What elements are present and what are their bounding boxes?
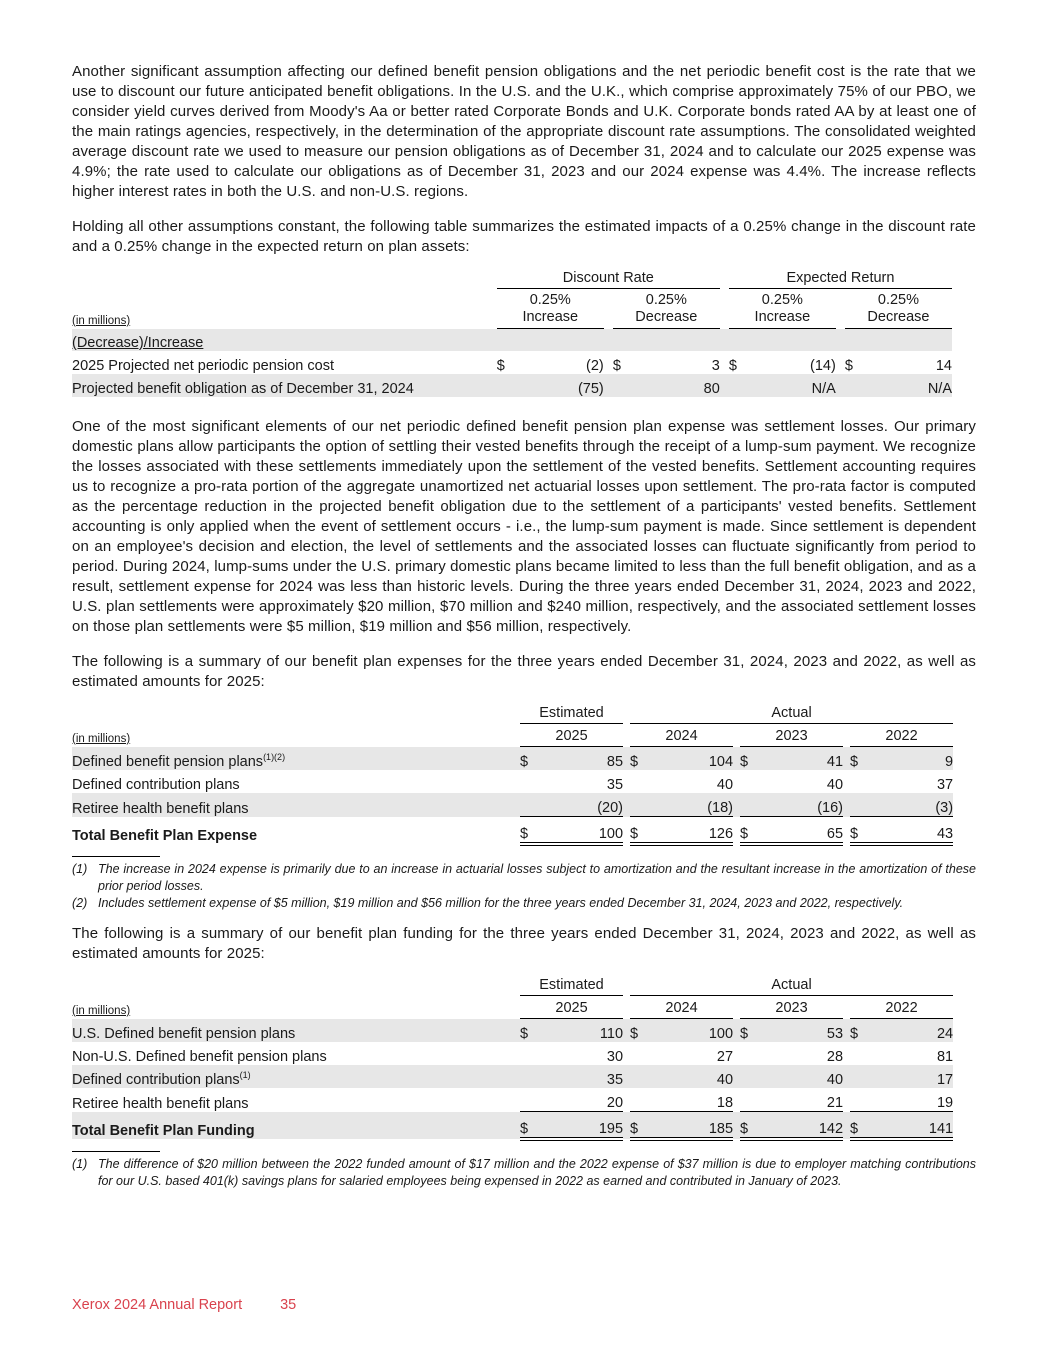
currency-symbol: $ (850, 747, 868, 771)
in-millions-label: (in millions) (72, 732, 131, 745)
in-millions-label: (in millions) (72, 314, 131, 327)
table-total-row (72, 1112, 953, 1140)
total-value: 126 (648, 817, 733, 845)
currency-symbol: $ (630, 1019, 648, 1043)
currency-symbol: $ (740, 747, 758, 771)
row-label: 2025 Projected net periodic pension cost (72, 358, 334, 374)
sensitivity-table (72, 266, 952, 397)
cell-value: (2) (586, 358, 604, 374)
group-header-estimated: Estimated (520, 701, 623, 724)
cell-value: 40 (826, 777, 844, 793)
cell-value: (20) (538, 793, 623, 817)
year-header: 2025 (520, 996, 623, 1019)
footnote-separator (72, 1151, 160, 1152)
total-value: 65 (758, 817, 843, 845)
paragraph-settlement-losses: One of the most significant elements of our net periodic defined benefit pension plan expense was settlement losses. Our primary domestic plans allow participants the option of settling their vested benefits through the receipt of a lump-sum payment. We recognize the losses associated with these settlements immediately upon the settlement of the vested benefits. Settlement accounting requires us to recognize a pro-rata portion of the aggregate unamortized net actuarial losses upon settlement. The pro-rata factor is computed as the percentage reduction in the projected benefit obligation due to the settlement of a participants' vested benefits. Settlement accounting is only applied when the event of settlement occurs - i.e., the lump-sum payment is made. Since settlement is dependent on an employee's decision and election, the level of settlements and the associated losses can fluctuate significantly from period to period. During 2024, lump-sums under the U.S. primary domestic plans became limited to less than the full benefit obligation, and as a result, settlement expense for 2024 was less than historic levels. During the three years ended December 31, 2024, 2023 and 2022, U.S. plan settlements were approximately $20 million, $70 million and $240 million, respectively, and the associated settlement losses on those plan settlements were $5 million, $19 million and $56 million, respectively. (72, 418, 976, 635)
currency-symbol: $ (850, 1112, 868, 1140)
group-header-expected-return: Expected Return (729, 266, 952, 289)
cell-value: 30 (606, 1049, 624, 1065)
benefit-plan-expense-table (72, 701, 953, 846)
cell-value: 40 (648, 1065, 733, 1088)
cell-value: 35 (538, 1065, 623, 1088)
currency-symbol: $ (740, 1112, 758, 1140)
currency-symbol: $ (850, 817, 868, 845)
row-label: Defined benefit pension plans$^{(1)(2)}$ (72, 747, 520, 771)
page-number: 35 (280, 1297, 297, 1313)
footnote-reference: (1) (239, 1070, 251, 1081)
currency-symbol: $ (844, 358, 853, 374)
currency-symbol: $ (520, 747, 538, 771)
in-millions-label: (in millions) (72, 1004, 131, 1017)
year-header: 2022 (850, 996, 953, 1019)
currency-symbol: $ (520, 1112, 538, 1140)
group-header-estimated: Estimated (520, 973, 623, 996)
cell-value: 19 (936, 1095, 954, 1111)
total-label: Total Benefit Plan Funding (72, 1112, 520, 1140)
cell-value: 37 (936, 777, 954, 793)
currency-symbol: $ (728, 358, 737, 374)
currency-symbol: $ (850, 1019, 868, 1043)
table-row (72, 1019, 953, 1043)
cell-value: (3) (868, 793, 953, 817)
currency-symbol: $ (740, 1019, 758, 1043)
year-header: 2024 (630, 724, 733, 747)
paragraph-sensitivity-intro: Holding all other assumptions constant, the following table summarizes the estimated impacts of a 0.25% change in the discount rate and a 0.25% change in the expected return on plan assets: (72, 218, 976, 255)
footnote-marker: (1) (72, 862, 88, 876)
paragraph-discount-rate: Another significant assumption affecting our defined benefit pension obligations and the net periodic benefit cost is the rate that we use to discount our future anticipated benefit obligations. In the U.S. and the U.K., which comprise approximately 75% of our PBO, we consider yield curves derived from Moody's Aa or better rated Corporate Bonds and U.K. Corporate bonds rated AA by at least one of the main ratings agencies, respectively, in the determination of the appropriate discount rate assumptions. The consolidated weighted average discount rate we used to measure our pension obligations as of December 31, 2024 and to calculate our 2025 expense was 4.9%; the rate used to calculate our obligations as of December 31, 2023 and our 2024 expense was 4.4%. The increase reflects higher interest rates in both the U.S. and non-U.S. regions. (72, 63, 976, 200)
cell-value: 85 (538, 747, 623, 771)
cell-value: 18 (716, 1095, 734, 1111)
paragraph-expense-intro: The following is a summary of our benefit plan expenses for the three years ended December 31, 2024, 2023 and 2022, as well as estimated amounts for 2025: (72, 653, 976, 690)
table-row (72, 1065, 953, 1088)
cell-value: (14) (810, 358, 836, 374)
cell-value: 53 (758, 1019, 843, 1043)
table-section-row (72, 329, 952, 352)
table-row (72, 1088, 953, 1112)
cell-value: 40 (716, 777, 734, 793)
cell-value: 110 (538, 1019, 623, 1043)
footnote-text: The increase in 2024 expense is primarily due to an increase in actuarial losses subject to amortization and the resultant increase in the amortization of these prior period losses. (98, 862, 976, 893)
year-header: 2023 (740, 724, 843, 747)
cell-value: (16) (758, 793, 843, 817)
year-header: 2023 (740, 996, 843, 1019)
year-header: 2025 (520, 724, 623, 747)
table-row (72, 351, 952, 374)
cell-value: 27 (716, 1049, 734, 1065)
total-value: 195 (538, 1112, 623, 1140)
table-group-header-row (72, 266, 952, 289)
footnote-marker: (2) (72, 896, 88, 910)
footnote-marker: (1) (72, 1157, 88, 1171)
cell-value: 24 (868, 1019, 953, 1043)
row-label: Defined contribution plans (72, 777, 240, 793)
year-header: 2022 (850, 724, 953, 747)
currency-symbol: $ (740, 817, 758, 845)
row-label: Projected benefit obligation as of December 31, 2024 (72, 374, 497, 397)
group-header-actual: Actual (630, 701, 953, 724)
table-row (72, 747, 953, 771)
benefit-plan-funding-table (72, 973, 953, 1141)
cell-value: 20 (606, 1095, 624, 1111)
group-header-actual: Actual (630, 973, 953, 996)
currency-symbol: $ (496, 358, 505, 374)
column-header: 0.25% Increase (497, 289, 604, 329)
total-value: 43 (868, 817, 953, 845)
total-value: 141 (868, 1112, 953, 1140)
table-year-header-row (72, 996, 953, 1019)
cell-value: N/A (747, 374, 836, 397)
cell-value: 81 (936, 1049, 954, 1065)
cell-value: (75) (515, 374, 604, 397)
total-value: 185 (648, 1112, 733, 1140)
footnote (72, 895, 976, 912)
cell-value: 28 (826, 1049, 844, 1065)
section-label: (Decrease)/Increase (72, 329, 952, 352)
page-footer (72, 1297, 296, 1313)
report-title: Xerox 2024 Annual Report (72, 1297, 243, 1313)
currency-symbol: $ (520, 817, 538, 845)
cell-value: 100 (648, 1019, 733, 1043)
cell-value: 41 (758, 747, 843, 771)
table-row (72, 1042, 953, 1065)
row-label: Retiree health benefit plans (72, 793, 520, 817)
footnote (72, 861, 976, 895)
table-row (72, 374, 952, 397)
table-row (72, 793, 953, 817)
table-year-header-row (72, 724, 953, 747)
paragraph-funding-intro: The following is a summary of our benefit plan funding for the three years ended December 31, 2024, 2023 and 2022, as well as estimated amounts for 2025: (72, 925, 976, 962)
cell-value: 80 (631, 374, 720, 397)
currency-symbol: $ (612, 358, 621, 374)
cell-value: 3 (711, 358, 720, 374)
cell-value: N/A (863, 374, 952, 397)
cell-value: 40 (758, 1065, 843, 1088)
row-label: Non-U.S. Defined benefit pension plans (72, 1049, 327, 1065)
year-header: 2024 (630, 996, 733, 1019)
row-label: Retiree health benefit plans (72, 1095, 249, 1112)
footnote-text: Includes settlement expense of $5 million, $19 million and $56 million for the three years ended December 31, 2024, 2023 and 2022, respectively. (98, 896, 904, 910)
currency-symbol: $ (630, 747, 648, 771)
cell-value: 35 (606, 777, 624, 793)
total-value: 142 (758, 1112, 843, 1140)
cell-value: 21 (826, 1095, 844, 1111)
cell-value: 17 (868, 1065, 953, 1088)
footnote-text: The difference of $20 million between the 2022 funded amount of $17 million and the 2022 expense of $37 million is due to employer matching contributions for our U.S. based 401(k) savings plans for salaried employees being expensed in 2022 as earned and contributed in January of 2023. (98, 1157, 976, 1188)
table-total-row (72, 817, 953, 845)
currency-symbol: $ (630, 1112, 648, 1140)
total-value: 100 (538, 817, 623, 845)
table-row (72, 770, 953, 793)
footnote (72, 1156, 976, 1190)
total-label: Total Benefit Plan Expense (72, 828, 258, 844)
row-label: U.S. Defined benefit pension plans (72, 1019, 520, 1043)
table-group-header-row (72, 973, 953, 996)
cell-value: 14 (935, 358, 952, 374)
row-label: Defined contribution plans$^{(1)}$ (72, 1065, 520, 1088)
table-subheader-row (72, 289, 952, 329)
table-group-header-row (72, 701, 953, 724)
cell-value: (18) (648, 793, 733, 817)
column-header: 0.25% Decrease (845, 289, 952, 329)
cell-value: 9 (868, 747, 953, 771)
column-header: 0.25% Decrease (613, 289, 720, 329)
footnote-separator (72, 856, 160, 857)
currency-symbol: $ (630, 817, 648, 845)
group-header-discount-rate: Discount Rate (497, 266, 720, 289)
column-header: 0.25% Increase (729, 289, 836, 329)
footnote-reference: (1)(2) (263, 752, 286, 763)
currency-symbol: $ (520, 1019, 538, 1043)
cell-value: 104 (648, 747, 733, 771)
